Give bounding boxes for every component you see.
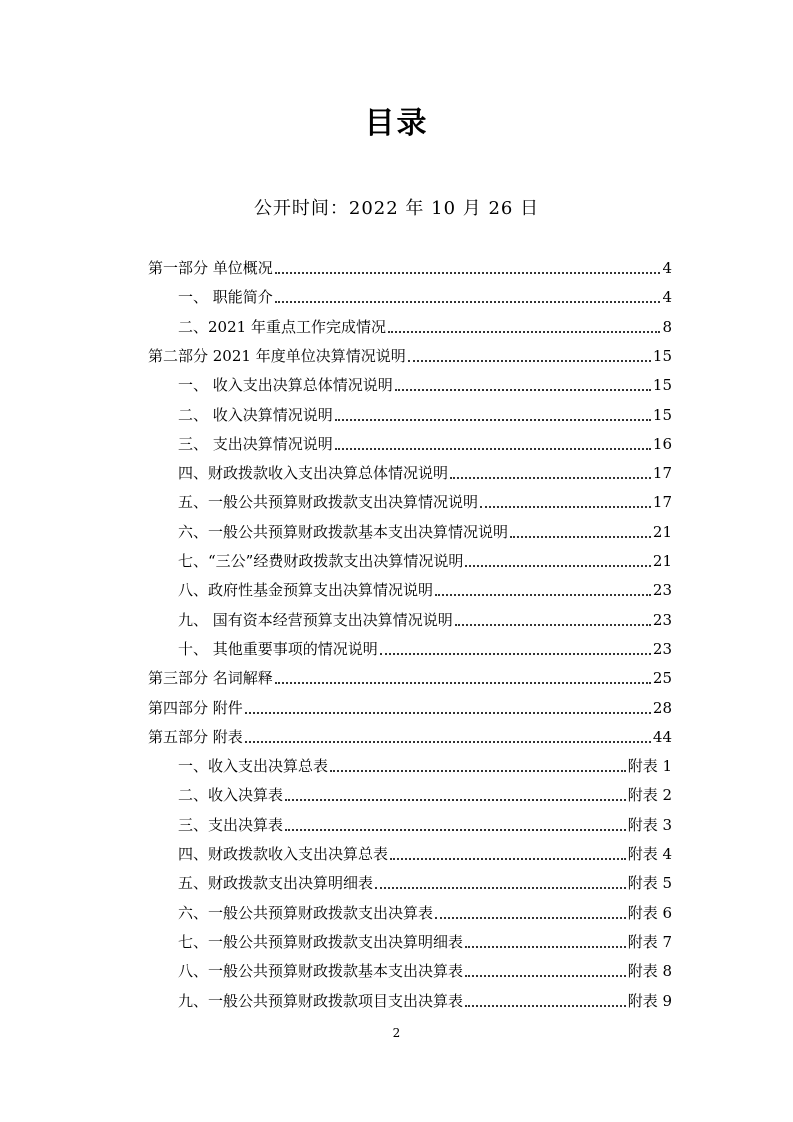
toc-entry[interactable] bbox=[178, 429, 672, 453]
toc-entry[interactable] bbox=[178, 487, 672, 511]
toc-leader-dots bbox=[480, 506, 651, 508]
toc-entry-label: 八、政府性基金预算支出决算情况说明 bbox=[178, 581, 434, 599]
toc-entry-label: 二、收入决算表 bbox=[178, 786, 284, 804]
toc-entry-page: 附表 3 bbox=[627, 816, 672, 834]
toc-entry-label: 第二部分 2021 年度单位决算情况说明 bbox=[148, 347, 406, 365]
toc-leader-dots bbox=[275, 682, 651, 684]
toc-entry-page: 4 bbox=[662, 259, 672, 277]
toc-entry[interactable] bbox=[178, 956, 672, 980]
toc-entry-label: 十、 其他重要事项的情况说明 bbox=[178, 640, 378, 658]
toc-entry-label: 九、一般公共预算财政拨款项目支出决算表 bbox=[178, 992, 464, 1010]
toc-entry[interactable] bbox=[148, 722, 672, 746]
toc-entry-label: 一、 收入支出决算总体情况说明 bbox=[178, 376, 393, 394]
toc-entry-page: 21 bbox=[652, 552, 672, 570]
toc-entry-label: 五、一般公共预算财政拨款支出决算情况说明 bbox=[178, 493, 479, 511]
toc-entry[interactable] bbox=[178, 312, 672, 336]
toc-entry-label: 七、一般公共预算财政拨款支出决算明细表 bbox=[178, 933, 464, 951]
toc-leader-dots bbox=[465, 565, 651, 567]
toc-leader-dots bbox=[245, 741, 651, 743]
toc-leader-dots bbox=[455, 624, 651, 626]
toc-entry-label: 五、财政拨款支出决算明细表 bbox=[178, 874, 374, 892]
toc-entry-label: 第三部分 名词解释 bbox=[148, 669, 273, 687]
toc-leader-dots bbox=[465, 1005, 626, 1007]
toc-leader-dots bbox=[510, 536, 651, 538]
toc-entry-page: 附表 5 bbox=[627, 874, 672, 892]
toc-entry-page: 17 bbox=[652, 464, 672, 482]
toc-entry[interactable] bbox=[178, 546, 672, 570]
page-number: 2 bbox=[392, 1026, 401, 1040]
toc-entry-label: 六、一般公共预算财政拨款支出决算表 bbox=[178, 904, 434, 922]
toc-leader-dots bbox=[375, 887, 626, 889]
toc-entry-page: 附表 8 bbox=[627, 962, 672, 980]
toc-entry-page: 15 bbox=[652, 347, 672, 365]
toc-entry[interactable] bbox=[178, 898, 672, 922]
toc-entry-page: 15 bbox=[652, 376, 672, 394]
toc-entry-page: 44 bbox=[652, 728, 672, 746]
toc-leader-dots bbox=[330, 770, 626, 772]
toc-entry-page: 16 bbox=[652, 435, 672, 453]
toc-entry[interactable] bbox=[178, 575, 672, 599]
toc-entry-page: 附表 4 bbox=[627, 845, 672, 863]
toc-leader-dots bbox=[275, 301, 661, 303]
toc-entry[interactable] bbox=[178, 751, 672, 775]
toc-leader-dots bbox=[285, 829, 626, 831]
toc-entry-page: 15 bbox=[652, 406, 672, 424]
toc-leader-dots bbox=[275, 272, 661, 274]
toc-entry[interactable] bbox=[178, 370, 672, 394]
toc-entry-label: 二、2021 年重点工作完成情况 bbox=[178, 318, 386, 336]
toc-entry-label: 三、 支出决算情况说明 bbox=[178, 435, 333, 453]
toc-entry[interactable] bbox=[178, 400, 672, 424]
toc-entry-label: 一、 职能简介 bbox=[178, 288, 273, 306]
toc-leader-dots bbox=[380, 653, 651, 655]
toc-entry[interactable] bbox=[148, 663, 672, 687]
toc-entry[interactable] bbox=[178, 868, 672, 892]
toc-entry[interactable] bbox=[178, 605, 672, 629]
toc-leader-dots bbox=[395, 389, 651, 391]
toc-entry-label: 二、 收入决算情况说明 bbox=[178, 406, 333, 424]
toc-leader-dots bbox=[335, 448, 651, 450]
toc-entry[interactable] bbox=[178, 986, 672, 1010]
toc-entry[interactable] bbox=[178, 780, 672, 804]
toc-entry-label: 四、财政拨款收入支出决算总表 bbox=[178, 845, 389, 863]
toc-entry-page: 23 bbox=[652, 581, 672, 599]
toc-leader-dots bbox=[435, 917, 626, 919]
toc-entry[interactable] bbox=[148, 253, 672, 277]
toc-leader-dots bbox=[465, 975, 626, 977]
toc-entry-label: 第一部分 单位概况 bbox=[148, 259, 273, 277]
publish-date: 公开时间：2022 年 10 月 26 日 bbox=[253, 198, 540, 219]
toc-entry[interactable] bbox=[178, 282, 672, 306]
toc-entry-label: 八、一般公共预算财政拨款基本支出决算表 bbox=[178, 962, 464, 980]
toc-leader-dots bbox=[388, 331, 661, 333]
toc-entry-page: 附表 2 bbox=[627, 786, 672, 804]
toc-entry-label: 一、收入支出决算总表 bbox=[178, 757, 329, 775]
toc-leader-dots bbox=[465, 946, 626, 948]
toc-leader-dots bbox=[390, 858, 626, 860]
toc-entry[interactable] bbox=[148, 341, 672, 365]
page-title: 目录 bbox=[364, 106, 429, 141]
toc-entry-page: 附表 7 bbox=[627, 933, 672, 951]
toc-entry[interactable] bbox=[178, 458, 672, 482]
toc-entry-page: 4 bbox=[662, 288, 672, 306]
toc-entry-page: 21 bbox=[652, 523, 672, 541]
toc-entry-label: 四、财政拨款收入支出决算总体情况说明 bbox=[178, 464, 449, 482]
toc-entry-label: 九、 国有资本经营预算支出决算情况说明 bbox=[178, 611, 453, 629]
toc-entry-page: 25 bbox=[652, 669, 672, 687]
toc-entry[interactable] bbox=[178, 517, 672, 541]
toc-entry-page: 8 bbox=[662, 318, 672, 336]
toc-entry-page: 17 bbox=[652, 493, 672, 511]
toc-leader-dots bbox=[435, 594, 651, 596]
toc-entry-page: 23 bbox=[652, 611, 672, 629]
toc-entry-label: 第五部分 附表 bbox=[148, 728, 243, 746]
toc-leader-dots bbox=[245, 712, 651, 714]
toc-entry[interactable] bbox=[148, 693, 672, 717]
toc-entry-page: 28 bbox=[652, 699, 672, 717]
toc-entry[interactable] bbox=[178, 927, 672, 951]
toc-leader-dots bbox=[450, 477, 651, 479]
toc-entry-page: 附表 9 bbox=[627, 992, 672, 1010]
toc-leader-dots bbox=[285, 799, 626, 801]
toc-entry-label: 七、“三公”经费财政拨款支出决算情况说明 bbox=[178, 552, 464, 570]
toc-entry-label: 六、一般公共预算财政拨款基本支出决算情况说明 bbox=[178, 523, 509, 541]
toc-entry-page: 23 bbox=[652, 640, 672, 658]
toc-entry[interactable] bbox=[178, 634, 672, 658]
toc-leader-dots bbox=[335, 419, 651, 421]
toc-leader-dots bbox=[408, 360, 651, 362]
toc-entry[interactable] bbox=[178, 810, 672, 834]
toc-entry-label: 第四部分 附件 bbox=[148, 699, 243, 717]
toc-entry[interactable] bbox=[178, 839, 672, 863]
toc-entry-page: 附表 6 bbox=[627, 904, 672, 922]
toc-entry-label: 三、支出决算表 bbox=[178, 816, 284, 834]
toc-entry-page: 附表 1 bbox=[627, 757, 672, 775]
